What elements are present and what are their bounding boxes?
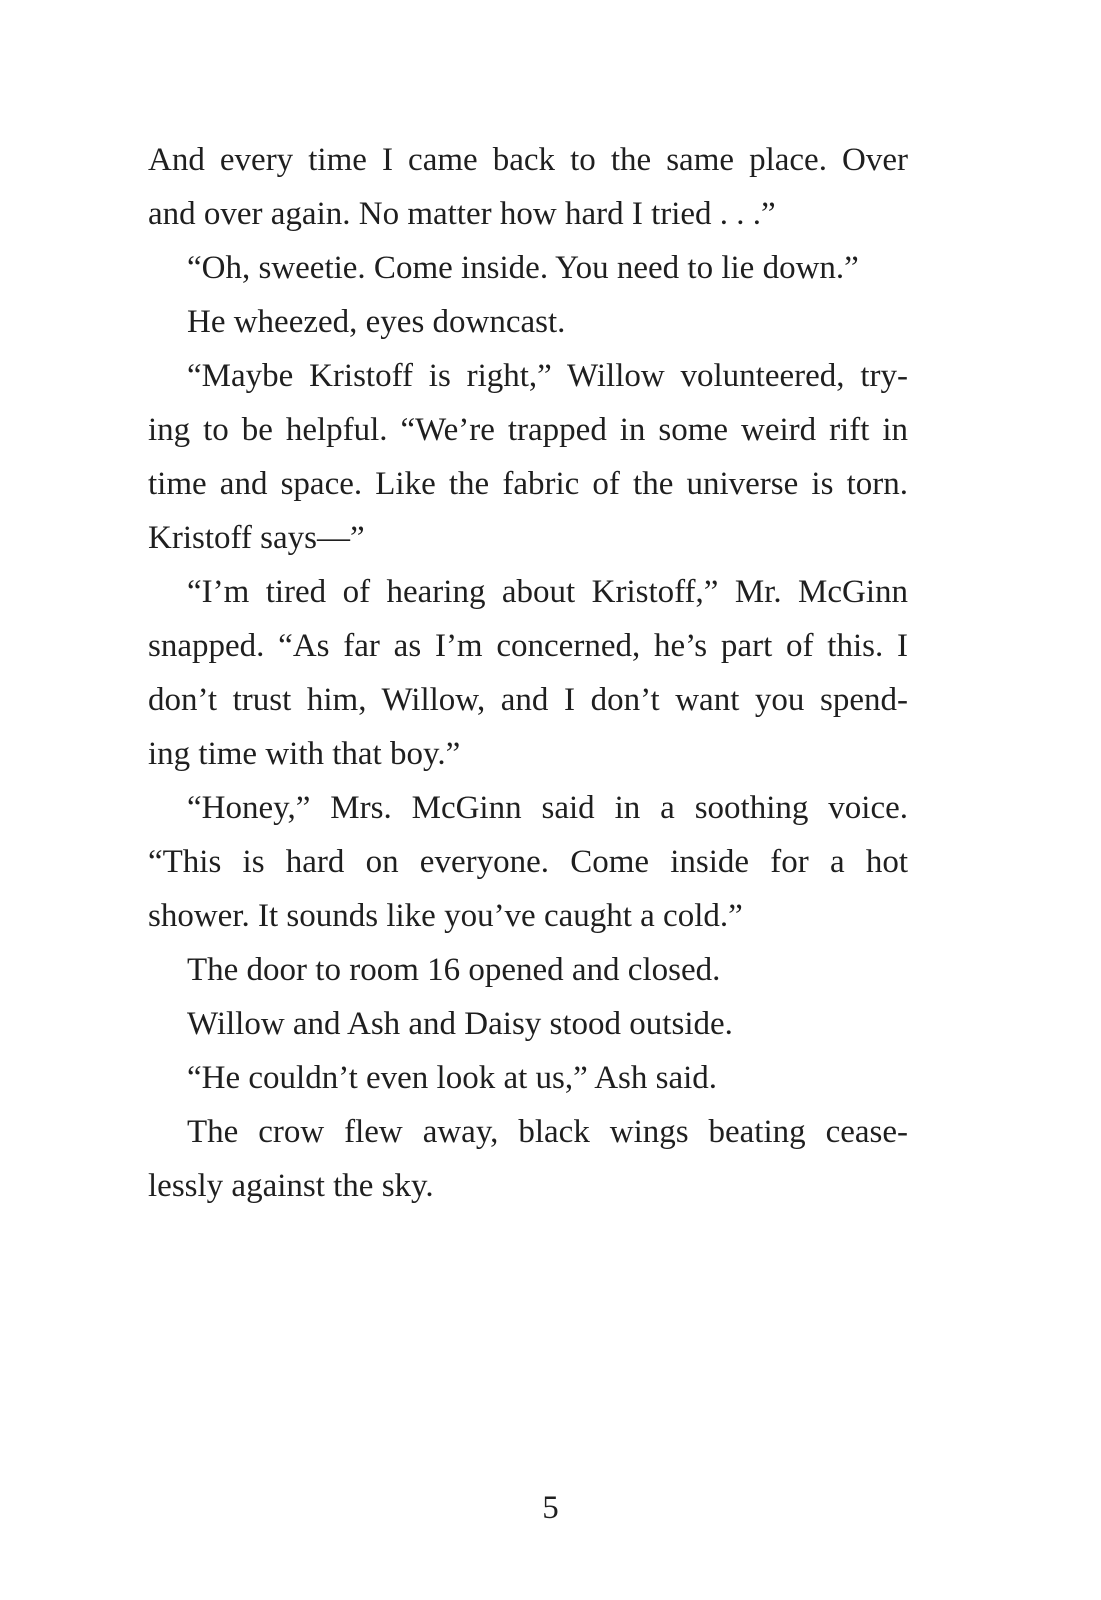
text-line: “Oh, sweetie. Come inside. You need to lie down.” bbox=[187, 250, 859, 286]
text-line: “Honey,” Mrs. McGinn said in a soothing voice. bbox=[187, 790, 908, 826]
text-line: snapped. “As far as I’m concerned, he’s part of this. I bbox=[148, 628, 908, 664]
text-line: Willow and Ash and Daisy stood outside. bbox=[187, 1006, 733, 1042]
text-line: Kristoff says—” bbox=[148, 520, 365, 556]
text-line: “This is hard on everyone. Come inside for a hot bbox=[148, 844, 908, 880]
text-line: time and space. Like the fabric of the universe is torn. bbox=[148, 466, 908, 502]
text-line: lessly against the sky. bbox=[148, 1168, 434, 1204]
text-line: ing time with that boy.” bbox=[148, 736, 461, 772]
text-line: ing to be helpful. “We’re trapped in some weird rift in bbox=[148, 412, 908, 448]
text-line: don’t trust him, Willow, and I don’t want you spend- bbox=[148, 682, 908, 718]
text-line: “Maybe Kristoff is right,” Willow volunteered, try- bbox=[187, 358, 908, 394]
text-line: and over again. No matter how hard I tried . . .” bbox=[148, 196, 776, 232]
text-line: The crow flew away, black wings beating cease- bbox=[187, 1114, 908, 1150]
text-line: The door to room 16 opened and closed. bbox=[187, 952, 721, 988]
text-line: “I’m tired of hearing about Kristoff,” Mr. McGinn bbox=[187, 574, 908, 610]
page-number: 5 bbox=[542, 1490, 559, 1526]
text-line: And every time I came back to the same place. Over bbox=[148, 142, 908, 178]
text-line: “He couldn’t even look at us,” Ash said. bbox=[187, 1060, 718, 1096]
body-text bbox=[148, 133, 908, 1213]
text-line: He wheezed, eyes downcast. bbox=[187, 304, 566, 340]
text-line: shower. It sounds like you’ve caught a cold.” bbox=[148, 898, 743, 934]
